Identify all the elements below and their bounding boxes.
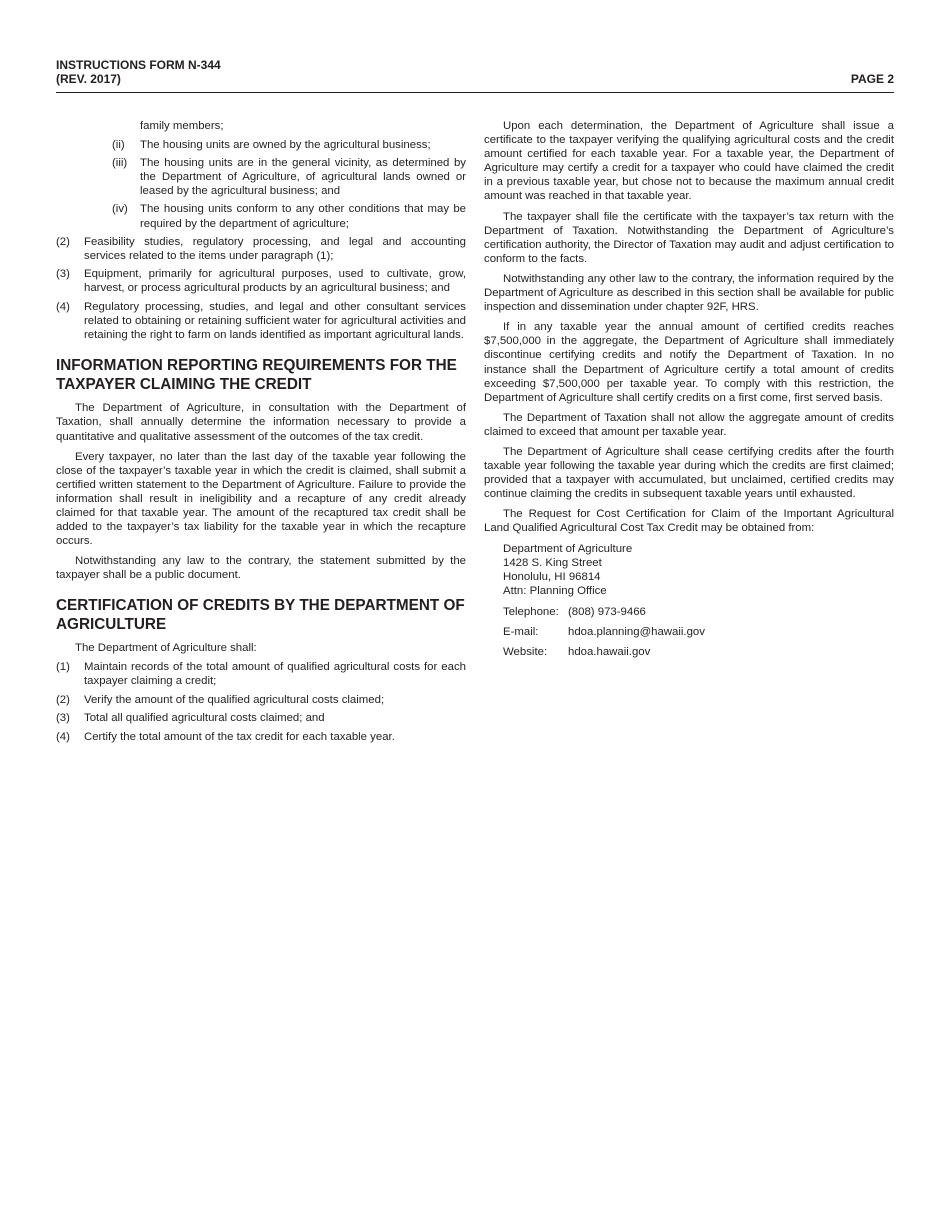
paragraph: The Request for Cost Certification for Claim of the Important Agricultural Land Qualified Agricultural Cost Tax Credit may be obtained from: — [484, 508, 894, 535]
numbered-item — [56, 235, 466, 263]
sub-item — [56, 138, 466, 152]
address-line: Attn: Planning Office — [503, 584, 607, 597]
page-number: PAGE 2 — [850, 72, 894, 86]
paragraph: The Department of Agriculture, in consultation with the Department of Taxation, shall annually determine the information necessary to provide a quantitative and qualitative assessment of the outcomes of the tax credit. — [56, 402, 466, 443]
item-text: Regulatory processing, studies, and legal and other consultant services related to obtaining or retaining sufficient water for agricultural activities and retaining the right to farm on lands identified as important agricultural lands. — [84, 301, 466, 342]
left-column — [56, 119, 466, 749]
sub-item-text: The housing units are in the general vicinity, as determined by the Department of Agriculture, of agricultural lands owned or leased by the agricultural business; and — [140, 157, 466, 198]
form-title-line2: (REV. 2017) — [56, 72, 121, 86]
contact-email — [503, 625, 894, 639]
paragraph: Every taxpayer, no later than the last day of the taxable year following the close of the taxpayer’s taxable year in which the credit is claimed, shall submit a certified written statement to the Department of Agriculture. Failure to provide the information shall result in ineligibility and a recapture of any credit already claimed for that taxable year. The amount of the recaptured tax credit shall be added to the taxpayer’s tax liability for the taxable year in which the recapture occurs. — [56, 450, 466, 548]
item-text: Certify the total amount of the tax credit for each taxable year. — [84, 730, 395, 743]
item-text: Feasibility studies, regulatory processing, and legal and accounting services related to the items under paragraph (1); — [84, 235, 466, 262]
contact-website — [503, 645, 894, 659]
item-text: Verify the amount of the qualified agricultural costs claimed; — [84, 693, 385, 706]
paragraph: If in any taxable year the annual amount of certified credits reaches $7,500,000 in the aggregate, the Department of Agriculture shall immediately discontinue certifying credits and notify the Department of Taxation. In no instance shall the Department of Agriculture certify a total amount of credits exceeding $7,500,000 per taxable year. To comply with this restriction, the Department of Agriculture shall certify credits on a first come, first served basis. — [484, 321, 894, 404]
sub-item — [56, 156, 466, 198]
item-number: (4) — [56, 301, 70, 314]
section-heading-certification: CERTIFICATION OF CREDITS BY THE DEPARTMENT OF AGRICULTURE — [56, 597, 465, 634]
section-intro: The Department of Agriculture shall: — [75, 642, 257, 655]
numbered-item — [56, 693, 466, 707]
numbered-item — [56, 300, 466, 342]
item-number: (4) — [56, 730, 70, 743]
item-text: Maintain records of the total amount of qualified agricultural costs for each taxpayer claiming a credit; — [84, 661, 466, 688]
numbered-item — [56, 660, 466, 688]
sub-item-text: The housing units are owned by the agricultural business; — [140, 139, 431, 152]
email-link[interactable]: hdoa.planning@hawaii.gov — [568, 625, 705, 638]
section-heading-reporting: INFORMATION REPORTING REQUIREMENTS FOR THE TAXPAYER CLAIMING THE CREDIT — [56, 357, 457, 394]
sub-item — [56, 202, 466, 230]
item-number: (3) — [56, 268, 70, 281]
sub-item-number: (iv) — [112, 203, 128, 216]
item-text: Equipment, primarily for agricultural purposes, used to cultivate, grow, harvest, or process agricultural products by an agricultural business; and — [84, 268, 466, 295]
contact-telephone — [503, 605, 894, 619]
contact-label: Website: — [503, 645, 548, 658]
item-number: (1) — [56, 661, 70, 674]
telephone-value: (808) 973-9466 — [568, 605, 646, 618]
website-link[interactable]: hdoa.hawaii.gov — [568, 645, 651, 658]
paragraph: Notwithstanding any law to the contrary, the statement submitted by the taxpayer shall be a public document. — [56, 555, 466, 582]
page-header — [56, 58, 894, 93]
item-number: (2) — [56, 693, 70, 706]
item-text: Total all qualified agricultural costs claimed; and — [84, 712, 325, 725]
contact-label: Telephone: — [503, 605, 559, 618]
sub-item-text: family members; — [140, 120, 224, 132]
mailing-address — [503, 542, 894, 598]
sub-item — [56, 119, 466, 133]
paragraph: Upon each determination, the Department of Agriculture shall issue a certificate to the taxpayer verifying the qualifying agricultural costs and the credit amount certified for each taxable year. For a taxable year, the Department of Agriculture may certify a credit for a taxpayer who could have claimed the credit in a previous taxable year, but chose not to because the maximum annual credit amount was reached in that taxable year. — [484, 120, 894, 203]
paragraph: Notwithstanding any other law to the contrary, the information required by the Department of Agriculture as described in this section shall be available for public inspection and dissemination under chapter 92F, HRS. — [484, 272, 894, 314]
numbered-item — [56, 711, 466, 725]
form-title — [56, 58, 221, 86]
address-line: 1428 S. King Street — [503, 556, 602, 569]
numbered-item — [56, 730, 466, 744]
address-line: Honolulu, HI 96814 — [503, 570, 601, 583]
sub-item-number: (ii) — [112, 139, 125, 152]
sub-item-number: (iii) — [112, 157, 128, 170]
numbered-item — [56, 267, 466, 295]
item-number: (2) — [56, 235, 70, 248]
right-column — [484, 119, 894, 665]
paragraph: The Department of Taxation shall not allow the aggregate amount of credits claimed to exceed that amount per taxable year. — [484, 411, 894, 438]
item-number: (3) — [56, 712, 70, 725]
address-line: Department of Agriculture — [503, 542, 633, 555]
form-title-line1: INSTRUCTIONS FORM N-344 — [56, 58, 221, 72]
contact-label: E-mail: — [503, 625, 539, 638]
paragraph: The Department of Agriculture shall cease certifying credits after the fourth taxable year following the taxable year during which the credits are first claimed; provided that a taxpayer with accumulated, but unclaimed, certified credits may continue claiming the credits in subsequent taxable years until exhausted. — [484, 445, 894, 501]
sub-item-text: The housing units conform to any other conditions that may be required by the department of agriculture; — [140, 203, 466, 230]
paragraph: The taxpayer shall file the certificate with the taxpayer’s tax return with the Department of Taxation. Notwithstanding the Department of Agriculture’s certification authority, the Director of Taxation may audit and adjust certification to conform to the facts. — [484, 210, 894, 265]
